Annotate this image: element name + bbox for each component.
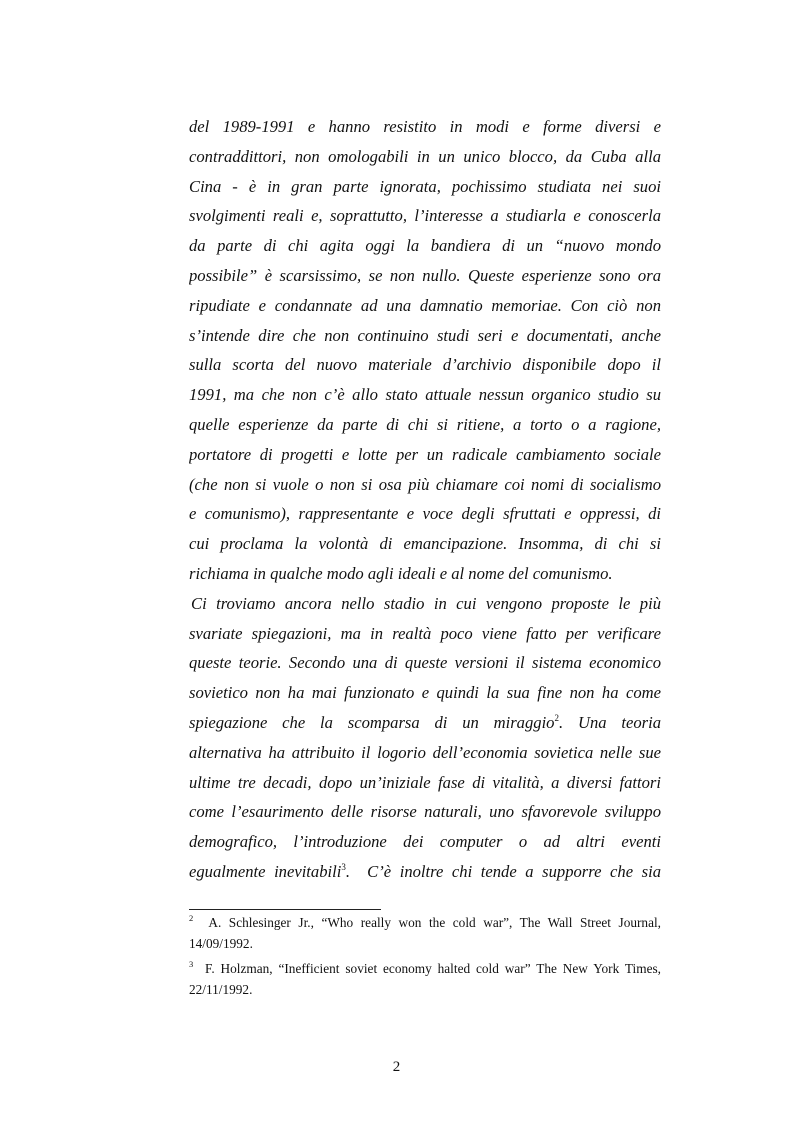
body-line: ripudiate e condannate ad una damnatio memoriae. Con ciò non: [189, 295, 661, 315]
body-line: contraddittori, non omologabili in un unico blocco, da Cuba alla: [189, 146, 661, 166]
body-line: s’intende dire che non continuino studi seri e documentati, anche: [189, 325, 661, 345]
body-line-text: C’è inoltre chi tende a supporre che sia: [367, 861, 661, 881]
footnote-number: 2: [189, 913, 194, 923]
footnote-2-continued: 14/09/1992.: [189, 936, 253, 951]
body-line: svolgimenti reali e, soprattutto, l’interesse a studiarla e conoscerla: [189, 206, 661, 226]
body-line-text-after-ref: .: [345, 861, 351, 881]
footnote-ref-3[interactable]: 3: [341, 861, 346, 872]
body-line: svariate spiegazioni, ma in realtà poco viene fatto per verificare: [189, 623, 661, 643]
footnote-text: F. Holzman, “Inefficient soviet economy halted cold war” The New York Times,: [205, 961, 661, 976]
footnote-number: 3: [189, 959, 194, 969]
page-number: 2: [392, 1059, 401, 1075]
body-line-with-ref-3: [189, 857, 661, 887]
body-line: (che non si vuole o non si osa più chiamare coi nomi di socialismo: [189, 474, 661, 494]
body-line: e comunismo), rappresentante e voce degli sfruttati e oppressi, di: [189, 504, 661, 524]
body-line: sulla scorta del nuovo materiale d’archivio disponibile dopo il: [189, 355, 661, 375]
body-line: da parte di chi agita oggi la bandiera di un “nuovo mondo: [189, 236, 661, 256]
footnote-2: [189, 912, 661, 933]
footnote-3: [189, 958, 661, 979]
body-line-with-ref-2: [189, 708, 661, 738]
footnote-ref-2[interactable]: 2: [554, 712, 559, 723]
body-line: Ci troviamo ancora nello stadio in cui vengono proposte le più: [191, 593, 661, 613]
body-line: come l’esaurimento delle risorse naturali, uno sfavorevole sviluppo: [189, 802, 661, 822]
body-line: queste teorie. Secondo una di queste versioni il sistema economico: [189, 653, 661, 673]
body-line: alternativa ha attribuito il logorio dell’economia sovietica nelle sue: [189, 742, 661, 762]
body-line-text: spiegazione che la scomparsa di un miraggio: [189, 712, 555, 732]
body-line: Cina - è in gran parte ignorata, pochissimo studiata nei suoi: [189, 176, 661, 196]
body-line-text: egualmente inevitabili: [189, 861, 342, 881]
footnote-text: A. Schlesinger Jr., “Who really won the cold war”, The Wall Street Journal,: [208, 915, 661, 930]
body-line: del 1989-1991 e hanno resistito in modi e forme diversi e: [189, 117, 661, 136]
body-text: [189, 112, 661, 887]
footnote-separator: [189, 909, 381, 910]
body-line: portatore di progetti e lotte per un radicale cambiamento sociale: [189, 444, 661, 464]
body-line: possibile” è scarsissimo, se non nullo. Queste esperienze sono ora: [189, 265, 661, 285]
body-line: ultime tre decadi, dopo un’iniziale fase di vitalità, a diversi fattori: [189, 772, 661, 792]
footnote-3-continued: 22/11/1992.: [189, 982, 253, 997]
body-line: cui proclama la volontà di emancipazione. Insomma, di chi si: [189, 534, 661, 554]
footnotes: [189, 912, 661, 1000]
body-line: demografico, l’introduzione dei computer o ad altri eventi: [189, 832, 661, 852]
body-line: richiama in qualche modo agli ideali e al nome del comunismo.: [189, 563, 613, 583]
body-line: quelle esperienze da parte di chi si ritiene, a torto o a ragione,: [189, 414, 661, 434]
body-line-text-after-ref: . Una teoria: [558, 712, 661, 732]
body-line: sovietico non ha mai funzionato e quindi la sua fine non ha come: [189, 683, 661, 703]
body-line: 1991, ma che non c’è allo stato attuale nessun organico studio su: [189, 385, 661, 405]
